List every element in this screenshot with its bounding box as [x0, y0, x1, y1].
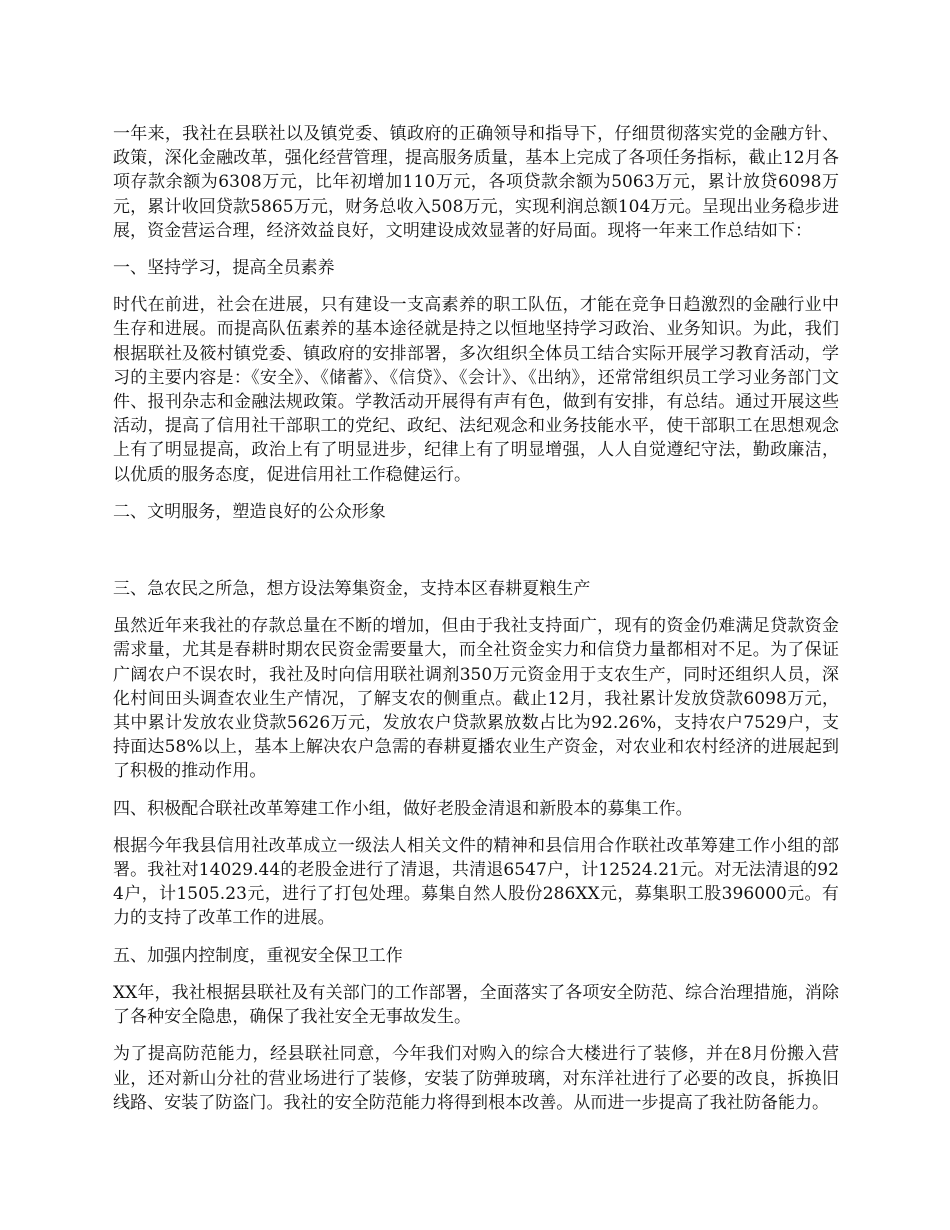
section-5-heading: 五、加强内控制度，重视安全保卫工作 — [113, 945, 403, 966]
section-2-blank-space — [113, 537, 839, 577]
document-body — [113, 122, 839, 1128]
section-3-paragraph: 虽然近年来我社的存款总量在不断的增加，但由于我社支持面广，现有的资金仍难满足贷款资金需求量，尤其是春耕时期农民资金需要量大，而全社资金实力和信贷力量都相对不足。为了保证广阔农户不误农时，我社及时向信用联社调剂350万元资金用于支农生产，同时还组织人员，深化村间田头调查农业生产情况，了解支农的侧重点。截止12月，我社累计发放贷款6098万元，其中累计发放农业贷款5626万元，发放农户贷款累放数占比为92.26%，支持农户7529户，支持面达58%以上，基本上解决农户急需的春耕夏播农业生产资金，对农业和农村经济的进展起到了积极的推动作用。 — [113, 616, 839, 782]
section-5-paragraph-1: XX年，我社根据县联社及有关部门的工作部署，全面落实了各项安全防范、综合治理措施，消除了各种安全隐患，确保了我社安全无事故发生。 — [113, 982, 839, 1028]
section-4-heading: 四、积极配合联社改革筹建工作小组，做好老股金清退和新股本的募集工作。 — [113, 798, 693, 819]
section-4-paragraph: 根据今年我县信用社改革成立一级法人相关文件的精神和县信用合作联社改革筹建工作小组的部署。我社对14029.44的老股金进行了清退，共清退6547户，计12524.21元。对无法清退的924户，计1505.23元，进行了打包处理。募集自然人股份286XX元，募集职工股396000元。有力的支持了改革工作的进展。 — [113, 835, 839, 929]
section-2-heading: 二、文明服务，塑造良好的公众形象 — [113, 501, 386, 522]
section-5-paragraph-2: 为了提高防范能力，经县联社同意，今年我们对购入的综合大楼进行了装修，并在8月份搬入营业，还对新山分社的营业场进行了装修，安装了防弹玻璃，对东洋社进行了必要的改良，拆换旧线路、安装了防盗门。我社的安全防范能力将得到根本改善。从而进一步提高了我社防备能力。 — [113, 1044, 839, 1113]
section-1-paragraph: 时代在前进，社会在进展，只有建设一支高素养的职工队伍，才能在竞争日趋激烈的金融行业中生存和进展。而提高队伍素养的基本途径就是持之以恒地坚持学习政治、业务知识。为此，我们根据联社及筱村镇党委、镇政府的安排部署，多次组织全体员工结合实际开展学习教育活动，学习的主要内容是：《安全》、《储蓄》、《信贷》、《会计》、《出纳》，还常常组织员工学习业务部门文件、报刊杂志和金融法规政策。学教活动开展得有声有色，做到有安排，有总结。通过开展这些活动，提高了信用社干部职工的党纪、政纪、法纪观念和业务技能水平，使干部职工在思想观念上有了明显提高，政治上有了明显进步，纪律上有了明显增强，人人自觉遵纪守法，勤政廉洁，以优质的服务态度，促进信用社工作稳健运行。 — [113, 295, 839, 485]
intro-paragraph: 一年来，我社在县联社以及镇党委、镇政府的正确领导和指导下，仔细贯彻落实党的金融方针、政策，深化金融改革，强化经营管理，提高服务质量，基本上完成了各项任务指标，截止12月各项存款余额为6308万元，比年初增加110万元，各项贷款余额为5063万元，累计放贷6098万元，累计收回贷款5865万元，财务总收入508万元，实现利润总额104万元。呈现出业务稳步进展，资金营运合理，经济效益良好，文明建设成效显著的好局面。现将一年来工作总结如下： — [113, 124, 839, 241]
section-3-heading: 三、急农民之所急，想方设法筹集资金，支持本区春耕夏粮生产 — [113, 579, 591, 600]
section-1-heading: 一、坚持学习，提高全员素养 — [113, 258, 335, 279]
